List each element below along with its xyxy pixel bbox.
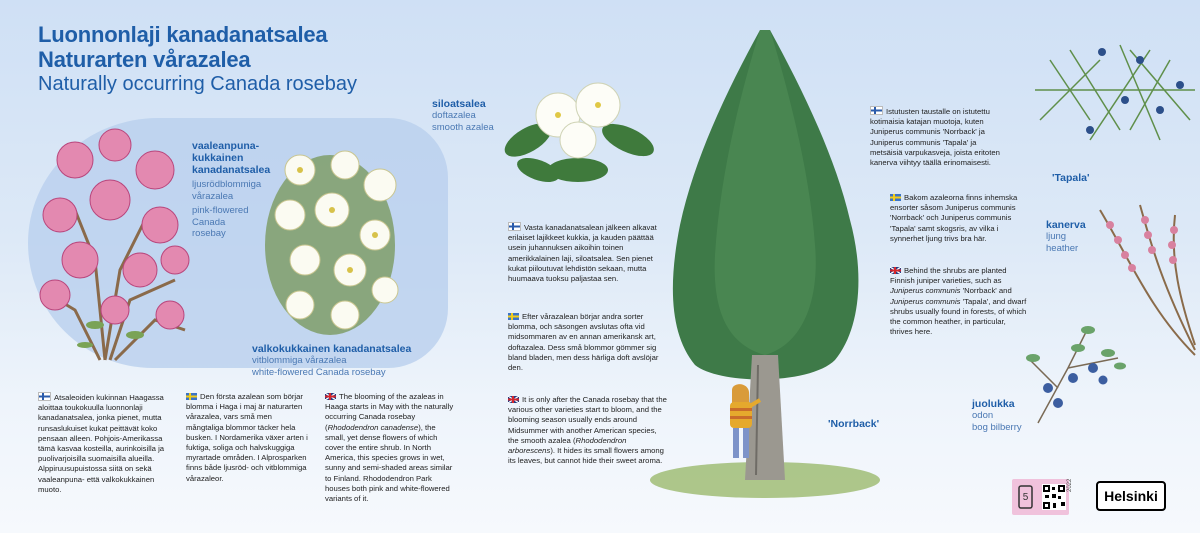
smooth-azalea-illustration — [498, 70, 658, 190]
title-fi: Luonnonlaji kanadanatsalea — [38, 22, 328, 47]
label-smooth-azalea — [432, 98, 494, 133]
right-text-en-c: 'Tapala', and dwarf shrubs usually found in forests, of which the common heather, in particular, thrives here. — [890, 296, 1027, 337]
swedish-flag-icon — [508, 313, 519, 320]
label-white-sv: vitblommiga vårazalea — [252, 355, 347, 366]
girl-figure-illustration — [722, 382, 762, 464]
label-white-azalea — [252, 343, 411, 378]
title-en: Naturally occurring Canada rosebay — [38, 73, 358, 95]
right-text-en-latin-1: Juniperus communis — [890, 286, 961, 296]
label-smooth-en: smooth azalea — [432, 121, 494, 133]
uk-flag-icon — [508, 396, 519, 403]
svg-text:5: 5 — [1022, 492, 1029, 503]
finnish-flag-icon — [508, 222, 521, 231]
year-label: 2022 — [1067, 478, 1073, 492]
title-block — [38, 22, 357, 96]
qr-code-icon[interactable] — [1042, 484, 1066, 510]
bottom-text-en-a: The blooming of the azaleas in Haaga starts in May with the naturally occurring Canada rosebay ( — [325, 392, 454, 432]
label-bilberry-sv: odon — [972, 410, 994, 421]
white-azalea-illustration — [270, 145, 405, 340]
swedish-flag-icon — [890, 194, 901, 201]
bottom-paragraph-en — [325, 392, 455, 504]
label-pink-en-3: rosebay — [192, 228, 226, 239]
label-tapala — [1052, 172, 1089, 184]
finnish-flag-icon — [38, 392, 51, 401]
label-norrback — [828, 418, 879, 430]
uk-flag-icon — [890, 267, 901, 274]
label-bilberry-en: bog bilberry — [972, 421, 1022, 433]
bottom-text-en-latin: Rhododendron canadense — [327, 422, 419, 432]
label-heather-sv: ljung — [1046, 231, 1067, 242]
bottom-paragraph-fi — [38, 392, 172, 495]
right-text-en-b: 'Norrback' and — [960, 286, 1012, 296]
mid-text-fi: Vasta kanadanatsalean jälkeen alkavat erilaiset lajikkeet kukkia, ja kauden päättää usein juhannuksen aikoihin toinen amerikkalainen laji, siloatsalea. Sen pienet kukat piiloutuvat lehdistön sekaan, mutta huumaava tuoksu paljastaa sen. — [508, 223, 657, 284]
label-pink-en-1: pink-flowered — [192, 205, 249, 216]
right-text-en-a: Behind the shrubs are planted Finnish juniper varieties, such as — [890, 266, 1007, 286]
right-text-en-latin-2: Juniperus communis — [890, 296, 961, 306]
label-pink-fi-3: kanadanatsalea — [192, 164, 271, 176]
right-text-fi: Istutusten taustalle on istutettu kotimaisia katajan muotoja, kuten Juniperus communis 'Norrback' ja Juniperus communis 'Tapala' ja metsäisiä varpukasveja, joista eritoten kanerva viihtyy täällä erinomaisesti. — [870, 107, 1000, 168]
bilberry-illustration — [1018, 318, 1133, 428]
label-bilberry — [972, 398, 1022, 433]
title-sv: Naturarten vårazalea — [38, 47, 251, 72]
tapala-juniper-illustration — [1030, 30, 1200, 160]
qr-panel — [1012, 479, 1069, 515]
mid-text-sv: Efter vårazalean börjar andra sorter blomma, och säsongen avslutas ofta vid midsommaren av en annan amerikansk art, doftazalea. Dess små blommor gömmer sig bland bladen, men dess härliga doft avslöjar den. — [508, 312, 659, 373]
label-heather-fi: kanerva — [1046, 219, 1086, 231]
bottom-paragraph-sv — [186, 392, 311, 484]
finnish-flag-icon — [870, 106, 883, 115]
label-heather — [1046, 219, 1086, 254]
label-heather-en: heather — [1046, 242, 1079, 254]
bottom-text-fi: Atsaleoiden kukinnan Haagassa aloittaa toukokuulla luonnonlaji kanadanatsalea, jonka pienet, mutta runsaslukuiset kukat peittävät koko pensaan alleen. Pohjois-Amerikassa tämä kasvaa kosteilla, aurinkoisilla ja puolivarjoisilla suomaisilla alueilla. Alppiruusupuistossa siitä on sekä vaaleanpuna- että valkokukkainen muoto. — [38, 393, 165, 494]
label-bilberry-fi: juolukka — [972, 398, 1015, 410]
pink-azalea-illustration — [35, 120, 195, 365]
label-pink-azalea — [192, 140, 270, 240]
label-pink-fi-1: vaaleanpuna- — [192, 140, 260, 152]
uk-flag-icon — [325, 393, 336, 400]
label-pink-sv-1: ljusrödblommiga — [192, 179, 262, 190]
right-paragraph-sv — [890, 193, 1030, 244]
label-smooth-fi: siloatsalea — [432, 98, 486, 110]
mid-text-en-b: ). It hides its small flowers among its leaves, but cannot hide their sweet aroma. — [508, 446, 664, 466]
bottom-text-sv: Den första azalean som börjar blomma i Haga i maj är naturarten vårazalea, vars små men mångtaliga blommor täcker hela busken. I Nordamerika växer arten i fuktiga, soliga och halvskuggiga myrartade områden. I Alprosparken finns både ljusröd- och vitblommiga vårazaleor. — [186, 392, 308, 483]
label-white-fi: valkokukkainen kanadanatsalea — [252, 343, 412, 355]
label-smooth-sv: doftazalea — [432, 110, 476, 121]
label-tapala-text: 'Tapala' — [1052, 172, 1090, 184]
helsinki-logo: Helsinki — [1096, 481, 1166, 511]
right-text-sv: Bakom azaleorna finns inhemska ensorter såsom Juniperus communis 'Norrback' och Juniperus communis 'Tapala' samt skogsris, av vilka i synnerhet ljung trivs bra här. — [890, 193, 1018, 243]
label-norrback-text: 'Norrback' — [828, 418, 880, 430]
label-pink-fi-2: kukkainen — [192, 152, 244, 164]
right-paragraph-en — [890, 266, 1030, 337]
label-pink-en-2: Canada — [192, 216, 226, 228]
label-pink-sv-2: vårazalea — [192, 190, 234, 202]
right-paragraph-fi — [870, 106, 1010, 168]
audio-guide-icon — [1017, 485, 1035, 509]
label-white-en: white-flowered Canada rosebay — [252, 366, 386, 378]
mid-text-en-latin: Rhododendron arborescens — [508, 435, 627, 456]
bottom-text-en-b: ), the small, yet dense flowers of which cover the entire shrub. In North America, this species grows in wet, sunny and semi-shaded areas similar to Finland. Rhododendron Park houses both pink and white-flowered variants of it. — [325, 422, 453, 504]
mid-text-en-a: It is only after the Canada rosebay that the various other varieties start to bloom, and the blooming season usually ends around Midsummer with another American species, the smooth azalea ( — [508, 395, 667, 445]
swedish-flag-icon — [186, 393, 197, 400]
